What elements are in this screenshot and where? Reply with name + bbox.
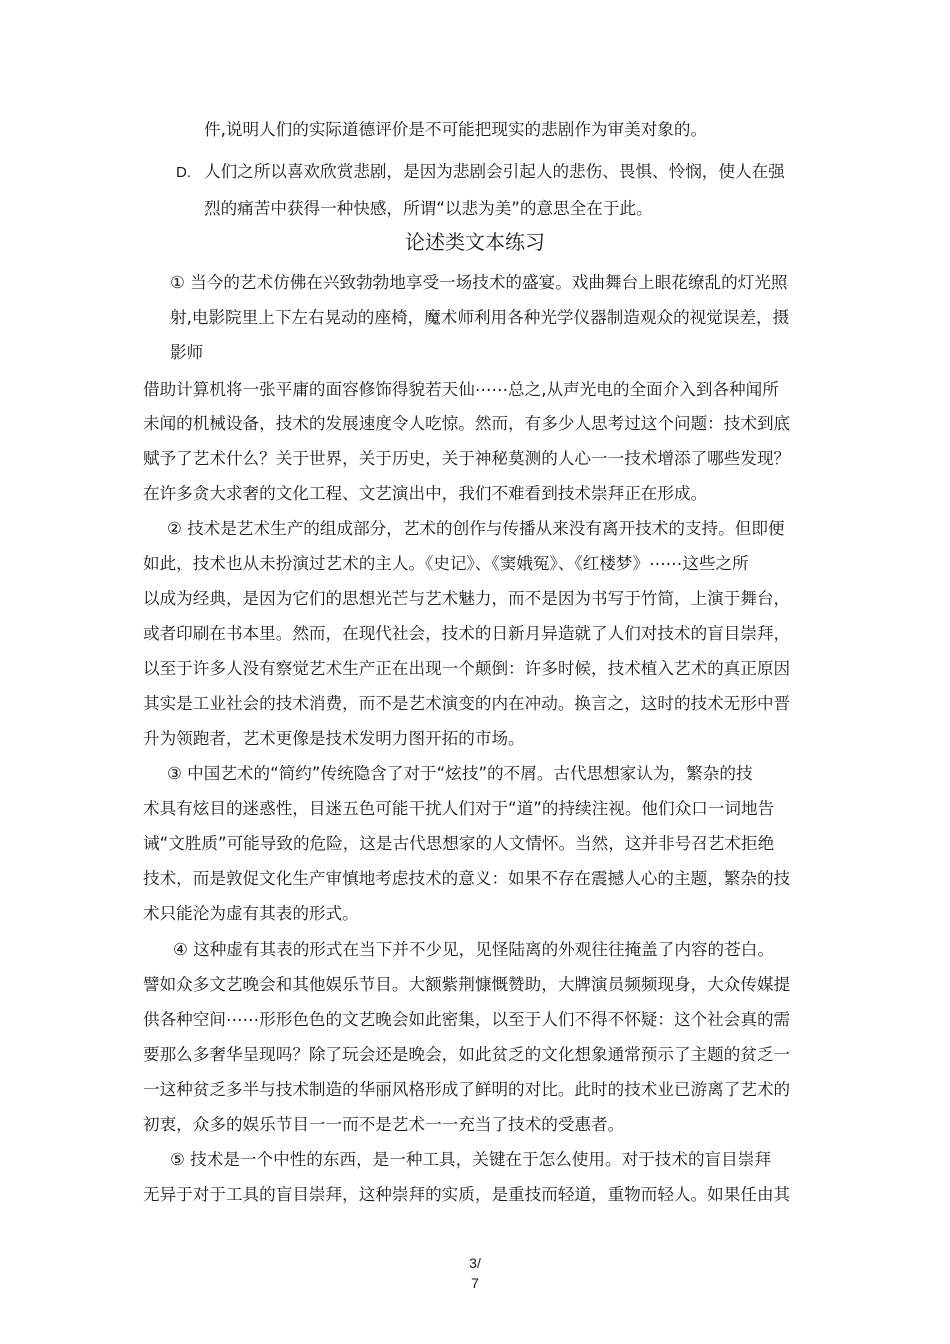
option-d-line-2: 烈的痛苦中获得一种快感，所谓“以悲为美”的意思全在于此。 (204, 199, 653, 218)
page-number-line-1: 3/ (469, 1255, 481, 1271)
paragraph-4-line-1: ④ 这种虚有其表的形式在当下并不少见，见怪陆离的外观往往掩盖了内容的苍白。 (173, 940, 774, 959)
option-c-continuation: 件,说明人们的实际道德评价是不可能把现实的悲剧作为审美对象的。 (204, 120, 708, 139)
paragraph-1-line-3: 影师 (170, 343, 204, 362)
paragraph-1-line-1: ① 当今的艺术仿佛在兴致勃勃地享受一场技术的盛宴。戏曲舞台上眼花缭乱的灯光照 (170, 273, 788, 292)
paragraph-4-line-2: 譬如众多文艺晚会和其他娱乐节目。大额紫荆慷慨赞助，大牌演员频频现身，大众传媒提 (143, 975, 791, 994)
paragraph-2-line-6: 其实是工业社会的技术消费，而不是艺术演变的内在冲动。换言之，这时的技术无形中晋 (143, 694, 791, 713)
paragraph-4-line-4: 要那么多奢华呈现吗？除了玩会还是晚会，如此贫乏的文化想象通常预示了主题的贫乏一 (143, 1045, 791, 1064)
paragraph-3-line-2: 术具有炫目的迷惑性，目迷五色可能干扰人们对于“道”的持续注视。他们众口一词地告 (143, 799, 775, 818)
paragraph-2-line-2: 如此，技术也从未扮演过艺术的主人。《史记》、《窦娥冤》、《红楼梦》⋯⋯这些之所 (143, 554, 749, 573)
paragraph-2-line-4: 或者印刷在书本里。然而，在现代社会，技术的日新月异造就了人们对技术的盲目崇拜， (143, 624, 791, 643)
paragraph-1-line-7: 在许多贪大求奢的文化工程、文艺演出中，我们不难看到技术崇拜正在形成。 (143, 484, 708, 503)
paragraph-3-line-3: 诫“文胜质”可能导致的危险，这是古代思想家的人文情怀。当然，这并非号召艺术拒绝 (143, 834, 775, 853)
paragraph-1-line-5: 未闻的机械设备，技术的发展速度令人吃惊。然而，有多少人思考过这个问题：技术到底 (143, 414, 791, 433)
paragraph-4-line-6: 初衷，众多的娱乐节目一一而不是艺术一一充当了技术的受惠者。 (143, 1115, 625, 1134)
paragraph-5-line-1: ⑤ 技术是一个中性的东西，是一种工具，关键在于怎么使用。对于技术的盲目崇拜 (170, 1150, 771, 1169)
paragraph-3-line-1: ③ 中国艺术的“简约”传统隐含了对于“炫技”的不屑。古代思想家认为，繁杂的技 (167, 764, 753, 783)
paragraph-2-line-5: 以至于许多人没有察觉艺术生产正在出现一个颠倒：许多时候，技术植入艺术的真正原因 (143, 659, 791, 678)
paragraph-4-line-5: 一这种贫乏多半与技术制造的华丽风格形成了鲜明的对比。此时的技术业已游离了艺术的 (143, 1080, 791, 1099)
paragraph-3-line-4: 技术，而是敦促文化生产审慎地考虑技术的意义：如果不存在震撼人心的主题，繁杂的技 (143, 869, 791, 888)
option-d-line-1: 人们之所以喜欢欣赏悲剧，是因为悲剧会引起人的悲伤、畏惧、怜悯，使人在强 (204, 162, 785, 181)
paragraph-2-line-3: 以成为经典，是因为它们的思想光芒与艺术魅力，而不是因为书写于竹简，上演于舞台， (143, 589, 791, 608)
paragraph-1-line-6: 赋予了艺术什么？关于世界，关于历史，关于神秘莫测的人心一一技术增添了哪些发现？ (143, 449, 791, 468)
paragraph-2-line-1: ② 技术是艺术生产的组成部分，艺术的创作与传播从来没有离开技术的支持。但即便 (167, 519, 785, 538)
option-d-label: D. (176, 164, 191, 181)
paragraph-1-line-4: 借助计算机将一张平庸的面容修饰得貌若天仙⋯⋯总之,从声光电的全面介入到各种闻所 (143, 380, 779, 399)
paragraph-5-line-2: 无异于对于工具的盲目崇拜，这种崇拜的实质，是重技而轻道，重物而轻人。如果任由其 (143, 1185, 791, 1204)
paragraph-4-line-3: 供各种空间⋯⋯形形色色的文艺晚会如此密集，以至于人们不得不怀疑：这个社会真的需 (143, 1010, 791, 1029)
page-number-line-2: 7 (471, 1275, 479, 1291)
paragraph-1-line-2: 射,电影院里上下左右晃动的座椅，魔术师利用各种光学仪器制造观众的视觉误差，摄 (170, 308, 790, 327)
section-title: 论述类文本练习 (405, 230, 545, 254)
paragraph-2-line-7: 升为领跑者，艺术更像是技术发明力图开拓的市场。 (143, 729, 525, 748)
paragraph-3-line-5: 术只能沦为虚有其表的形式。 (143, 904, 359, 923)
